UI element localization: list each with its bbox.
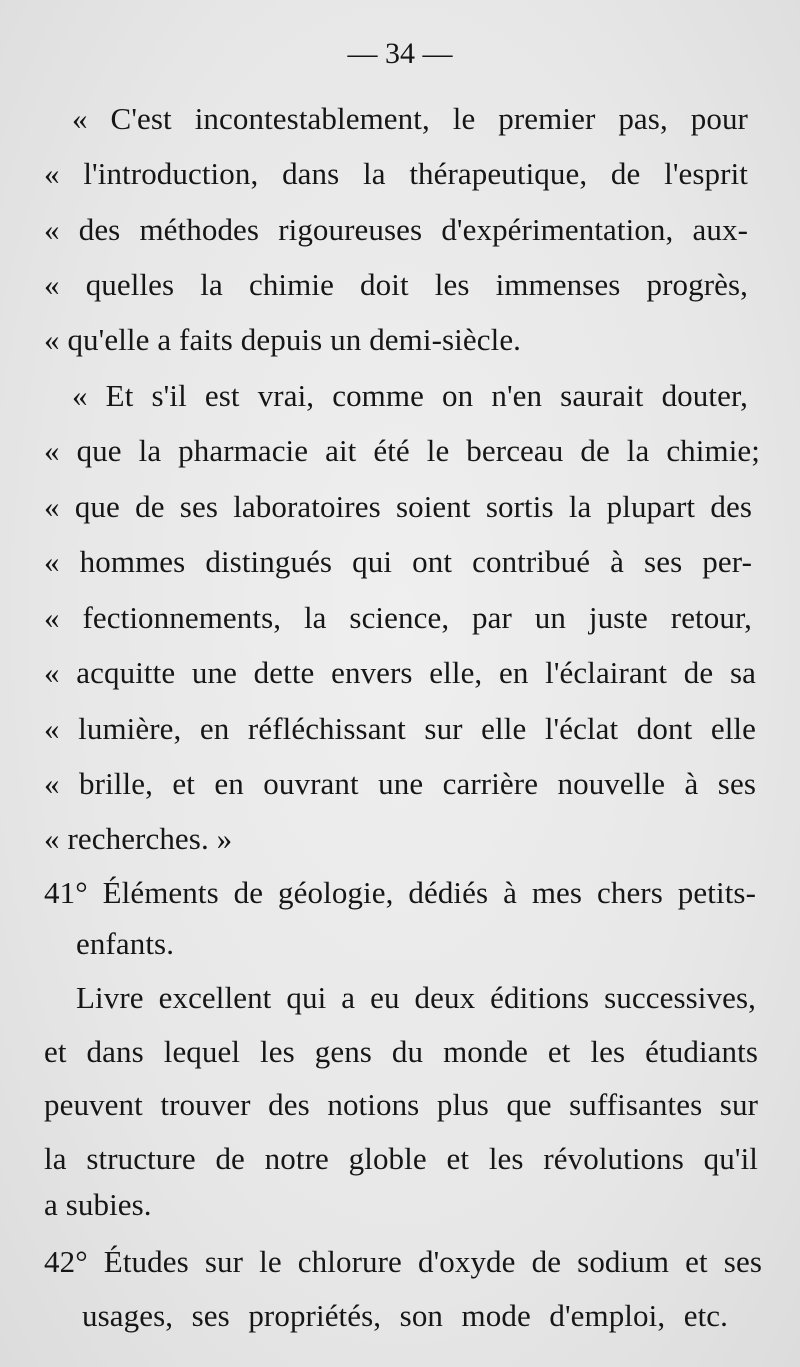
text-line: 41° Éléments de géologie, dédiés à mes chers petits- — [44, 875, 756, 910]
text-line: « acquitte une dette envers elle, en l'éclairant de sa — [44, 655, 756, 690]
text-line: usages, ses propriétés, son mode d'emploi, etc. — [82, 1298, 728, 1333]
text-line: 42° Études sur le chlorure d'oxyde de sodium et ses — [44, 1244, 762, 1279]
text-line: « C'est incontestablement, le premier pas, pour — [72, 101, 748, 136]
text-line: « Et s'il est vrai, comme on n'en saurait douter, — [72, 378, 748, 413]
text-line: « quelles la chimie doit les immenses progrès, — [44, 267, 748, 302]
text-line: « lumière, en réfléchissant sur elle l'éclat dont elle — [44, 711, 756, 746]
text-line: la structure de notre globle et les révolutions qu'il — [44, 1141, 758, 1176]
text-line: et dans lequel les gens du monde et les étudiants — [44, 1034, 758, 1069]
text-line: Livre excellent qui a eu deux éditions successives, — [76, 980, 756, 1015]
page-number: — 34 — — [347, 37, 453, 70]
text-line: « qu'elle a faits depuis un demi-siècle. — [44, 322, 522, 357]
text-line: « fectionnements, la science, par un juste retour, — [44, 600, 752, 635]
text-line: « recherches. » — [44, 821, 233, 856]
text-line: « hommes distingués qui ont contribué à ses per- — [44, 544, 752, 579]
text-line: a subies. — [44, 1187, 152, 1222]
text-line: « brille, et en ouvrant une carrière nouvelle à ses — [44, 766, 756, 801]
text-line: « l'introduction, dans la thérapeutique, de l'esprit — [44, 156, 748, 191]
text-line: peuvent trouver des notions plus que suffisantes sur — [44, 1087, 758, 1122]
text-line: « des méthodes rigoureuses d'expérimentation, aux- — [44, 212, 748, 247]
text-line: « que de ses laboratoires soient sortis la plupart des — [44, 489, 752, 524]
text-line: enfants. — [76, 926, 175, 961]
text-line: « que la pharmacie ait été le berceau de la chimie; — [44, 433, 760, 468]
